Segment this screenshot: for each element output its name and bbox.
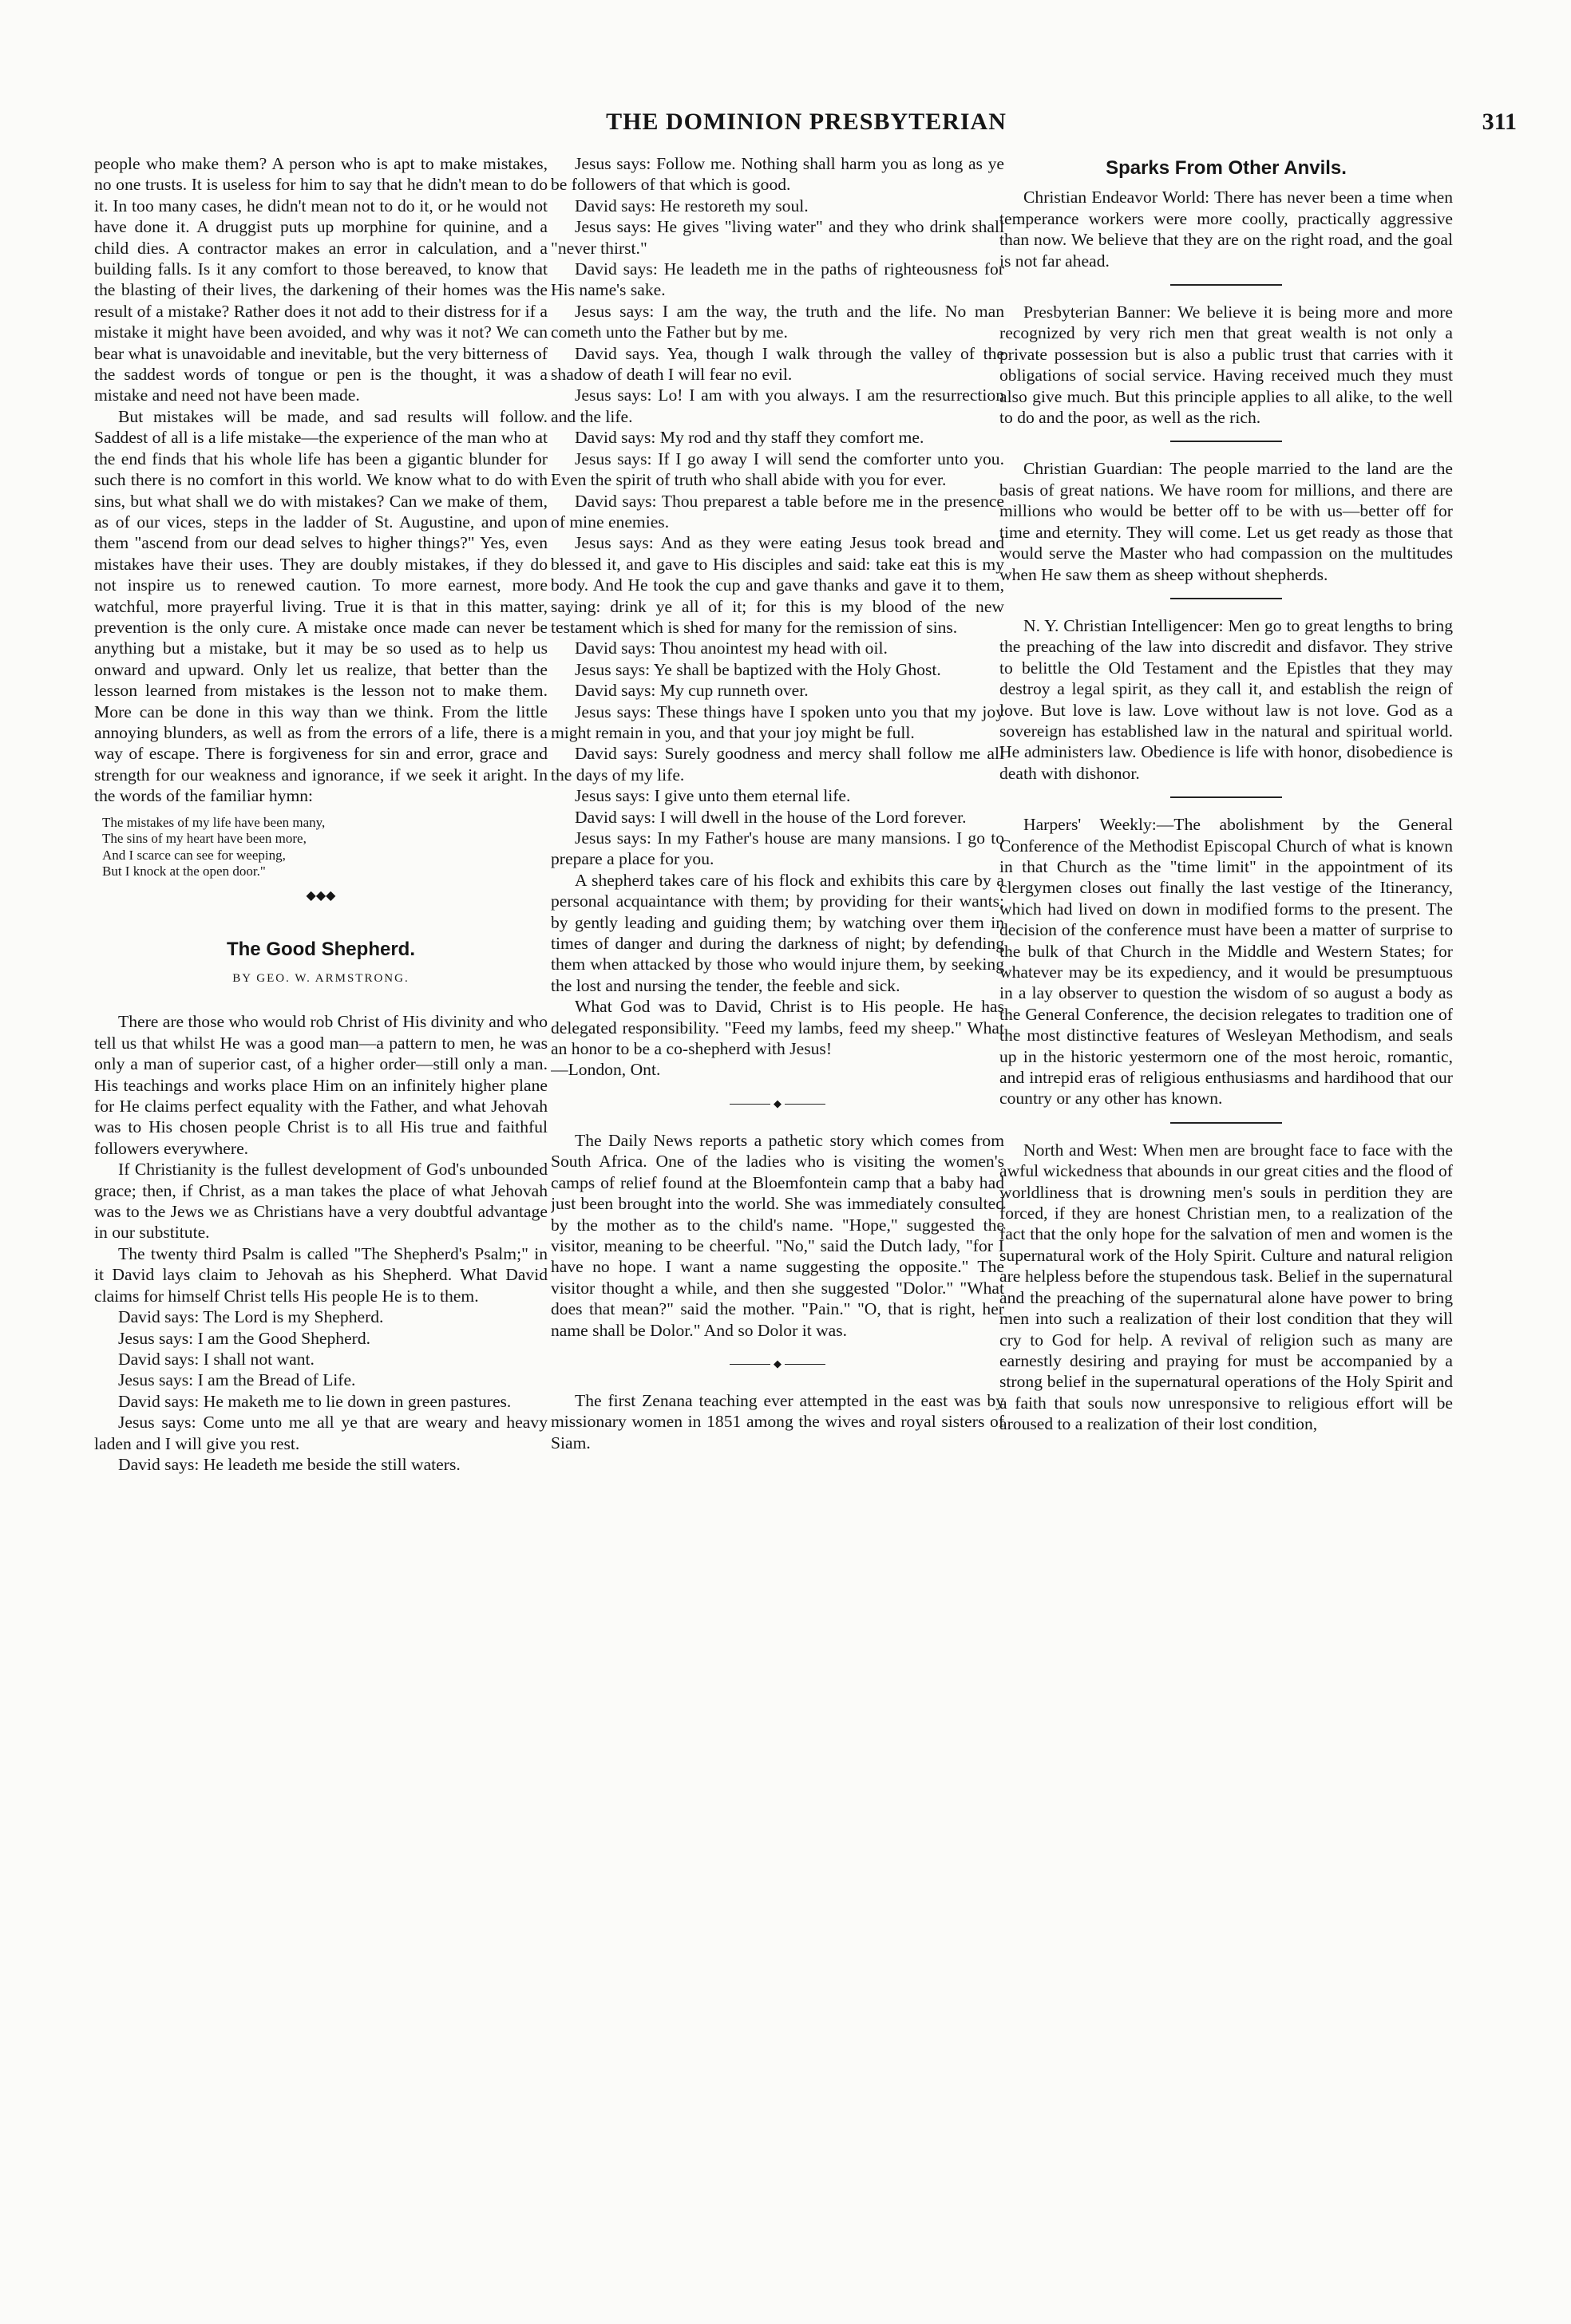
hymn-line: The sins of my heart have been more, [102, 831, 307, 847]
paragraph: If Christianity is the fullest development of God's unbounded grace; then, if Christ, as a man takes the place of what Jehovah was to the Jews we as Christians have a very doubtful advantage in our substitute. [94, 1160, 548, 1243]
article-byline: BY GEO. W. ARMSTRONG. [232, 972, 410, 985]
dialogue-line: David says: The Lord is my Shepherd. [118, 1307, 384, 1327]
publication-title: THE DOMINION PRESBYTERIAN [606, 109, 1007, 135]
masthead [96, 109, 1517, 140]
column-middle [551, 153, 1004, 2148]
dialogue-line: Jesus says: And as they were eating Jesus took bread and blessed it, and gave to His disciples and said: take eat this is my body. And He took the cup and gave thanks and gave it to them, saying: drink ye all of it; for this is my blood of the new testament which is shed for many for the remission of sins. [551, 533, 1004, 637]
dialogue-line: Jesus says: I give unto them eternal life. [575, 786, 851, 806]
hymn-quote [102, 815, 548, 880]
dialogue-line: David says: My rod and thy staff they comfort me. [575, 428, 924, 448]
dialogue-line: David says: I shall not want. [118, 1349, 315, 1369]
section-divider [1170, 441, 1282, 442]
quote-paragraph: Christian Guardian: The people married to the land are the basis of great nations. We have room for millions, and there are millions who would be better off to be with us—better off for time and eternity. They will come. Let us get ready as those that would serve the Master who had compassion on the multitudes when He saw them as sheep without shepherds. [999, 459, 1453, 584]
paragraph: The first Zenana teaching ever attempted in the east was by missionary women in 1851 among the wives and royal sisters of Siam. [551, 1390, 1004, 1452]
quote-paragraph: Christian Endeavor World: There has never been a time when temperance workers were more coolly, practically aggressive than now. We believe that they are on the right road, and the goal is not far ahead. [999, 188, 1453, 271]
dialogue-line: Jesus says: If I go away I will send the comforter unto you. Even the spirit of truth who shall abide with you for ever. [551, 449, 1004, 490]
dialogue-line: David says. Yea, though I walk through the valley of the shadow of death I will fear no evil. [551, 343, 1004, 385]
ornament-divider: ◆ [730, 1355, 825, 1373]
dialogue-line: Jesus says: I am the Bread of Life. [118, 1370, 356, 1390]
section-divider [1170, 598, 1282, 599]
dialogue-line: Jesus says: In my Father's house are many mansions. I go to prepare a place for you. [551, 828, 1004, 869]
dialogue-line: David says: My cup runneth over. [575, 681, 809, 701]
dialogue-line: David says: He maketh me to lie down in green pastures. [118, 1391, 512, 1411]
hymn-line: But I knock at the open door." [102, 864, 266, 879]
dialogue-line: Jesus says: Come unto me all ye that are weary and heavy laden and I will give you rest. [94, 1413, 548, 1453]
dialogue-line: Jesus says: I am the way, the truth and the life. No man cometh unto the Father but by me. [551, 301, 1004, 342]
dialogue-line: David says: Thou anointest my head with oil. [575, 638, 888, 658]
paragraph: There are those who would rob Christ of His divinity and who tell us that whilst He was a good man—a pattern to men, he was only a man of superior cast, of a higher order—still only a man. His teachings and works place Him on an infinitely higher plane for He claims perfect equality with the Father, and what Jehovah was to His chosen people Christ is to all His true and faithful followers everywhere. [94, 1012, 548, 1158]
paragraph: But mistakes will be made, and sad results will follow. Saddest of all is a life mistake—the experience of the man who at the end finds that his whole life has been a gigantic blunder for such there is no comfort in this world. We know what to do with sins, but what shall we do with mistakes? Can we make of them, as of our vices, steps in the ladder of St. Augustine, and upon them "ascend from our dead selves to higher things?" Yes, even mistakes have their uses. They are doubly mistakes, if they do not inspire us to renewed caution. To more earnest, more watchful, more prayerful living. True it is that in this matter, prevention is the only cure. A mistake once made can never be anything but a mistake, but it may be so used as to help us onward and upward. Only let us realize, that better than the lesson learned from mistakes is the lesson not to make them. More can be done in this way than we think. From the little annoying blunders, as well as from the errors of a life, there is a way of escape. There is forgiveness for sin and error, grace and strength for our weakness and ignorance, if we seek it aright. In the words of the familiar hymn: [94, 406, 548, 806]
dialogue-line: David says: Thou preparest a table before me in the presence of mine enemies. [551, 491, 1004, 532]
dialogue-line: Jesus says: Follow me. Nothing shall harm you as long as ye be followers of that which is good. [551, 154, 1004, 195]
section-divider [1170, 1122, 1282, 1124]
dialogue-line: Jesus says: These things have I spoken unto you that my joy might remain in you, and that your joy might be full. [551, 702, 1004, 742]
page-number: 311 [1482, 109, 1517, 135]
article-title: The Good Shepherd. [226, 938, 415, 960]
section-divider [1170, 796, 1282, 798]
ornament-divider: ◆◆◆ [306, 888, 336, 903]
section-title: Sparks From Other Anvils. [1106, 157, 1347, 179]
paragraph: The twenty third Psalm is called "The Shepherd's Psalm;" in it David lays claim to Jehovah as his Shepherd. What David claims for himself Christ tells His people He is to them. [94, 1243, 548, 1306]
column-left [94, 153, 548, 2148]
dialogue-line: David says: He restoreth my soul. [575, 196, 809, 215]
hymn-line: The mistakes of my life have been many, [102, 814, 326, 830]
paragraph: The Daily News reports a pathetic story which comes from South Africa. One of the ladies who is visiting the women's camps of relief found at the Bloemfontein camp that a baby had just been brought into the world. She was immediately consulted by the mother as to the child's name. "Hope," suggested the visitor, meaning to be cheerful. "No," said the Dutch lady, "for I have no hope. I want a name suggesting the opposite." The visitor thought a while, and then she suggested "Dolor." "What does that mean?" said the mother. "Pain." "O, that is right, her name shall be Dolor." And so Dolor it was. [551, 1130, 1004, 1340]
dialogue-line: David says: He leadeth me beside the still waters. [118, 1454, 461, 1474]
dialogue-line: Jesus says: He gives "living water" and they who drink shall "never thirst." [551, 217, 1004, 258]
dialogue-line: Jesus says: Ye shall be baptized with the Holy Ghost. [575, 659, 941, 679]
dialogue-line: David says: Surely goodness and mercy shall follow me all the days of my life. [551, 744, 1004, 785]
paragraph: A shepherd takes care of his flock and exhibits this care by a personal acquaintance with them; by providing for their wants; by gently leading and guiding them; by watching over them in times of danger and during the darkness of night; by defending them when attacked by those who would injure them, by seeking the lost and nursing the tender, the feeble and sick. [551, 870, 1004, 995]
paragraph: people who make them? A person who is apt to make mistakes, no one trusts. It is useless for him to say that he didn't mean to do it. In too many cases, he didn't mean not to do it, or he would not have done it. A druggist puts up morphine for quinine, and a child dies. A contractor makes an error in calculation, and a building falls. Is it any comfort to those bereaved, to know that the blasting of their lives, the darkening of their homes was the result of a mistake? Rather does it not add to their distress for if a mistake it might have been avoided, and why was it not? We can bear what is unavoidable and inevitable, but the very bitterness of the saddest words of tongue or pen is the thought, it was a mistake and need not have been made. [94, 154, 548, 405]
quote-paragraph: North and West: When men are brought face to face with the awful wickedness that abounds in our great cities and the flood of worldliness that is drowning men's souls in perdition they are forced, if they are honest Christian men, to a realization of the fact that the only hope for the salvation of men and women is the supernatural work of the Holy Spirit. Culture and natural religion are helpless before the stupendous task. Belief in the supernatural and the preaching of the supernatural alone have power to bring men into such a realization of their lost condition that they will cry to God for help. A revival of religion such as many are earnestly desiring and praying for must be accompanied by a strong belief in the supernatural operations of the Holy Spirit and a faith that souls now unresponsive to religious effort will be aroused to a realization of their lost condition, [999, 1140, 1453, 1434]
paragraph: What God was to David, Christ is to His people. He has delegated responsibility. "Feed my lambs, feed my sheep." What an honor to be a co-shepherd with Jesus! [551, 997, 1004, 1059]
quote-paragraph: N. Y. Christian Intelligencer: Men go to great lengths to bring the preaching of the law into discredit and disfavor. They strive to belittle the Old Testament and the Epistles that they may destroy a legal spirit, as they call it, and establish the reign of love. But love is law. Love without law is not love. God as a sovereign has established law in the natural and spiritual world. He administers law. Obedience is life with honor, disobedience is death with dishonor. [999, 615, 1453, 783]
quote-paragraph: Presbyterian Banner: We believe it is being more and more recognized by very rich men that great wealth is not only a private possession but is also a public trust that carries with it obligations of social service. Having received much they must also give much. But this principle applies to all alike, to the well to do and the poor, as well as the rich. [999, 302, 1453, 428]
dialogue-line: David says: He leadeth me in the paths of righteousness for His name's sake. [551, 259, 1004, 300]
dialogue-line: Jesus says: Lo! I am with you always. I am the resurrection and the life. [551, 385, 1004, 426]
ornament-divider: ◆ [730, 1095, 825, 1113]
hymn-line: And I scarce can see for weeping, [102, 847, 286, 863]
column-right [999, 153, 1453, 2148]
quote-paragraph: Harpers' Weekly:—The abolishment by the General Conference of the Methodist Episcopal Church of what is known in that Church as the "time limit" in the appointment of its clergymen closes out finally the last vestige of the Itinerancy, which had lived on down in modified forms to the present. The decision of the conference must have been a matter of surprise to the bulk of that Church in the Middle and Western States; for whatever may be its expediency, and it would be presumptuous in a lay observer to question the wisdom of so august a body as the General Conference, the decision relegates to tradition one of the most distinctive features of Wesleyan Methodism, and seals up in the historic yestermorn one of the most heroic, romantic, and intrepid eras of religious enthusiasms and hardihood that our country or any other has known. [999, 815, 1453, 1109]
dialogue-line: David says: I will dwell in the house of the Lord forever. [575, 807, 967, 827]
dateline: —London, Ont. [551, 1060, 661, 1080]
section-divider [1170, 284, 1282, 286]
dialogue-line: Jesus says: I am the Good Shepherd. [118, 1328, 371, 1348]
